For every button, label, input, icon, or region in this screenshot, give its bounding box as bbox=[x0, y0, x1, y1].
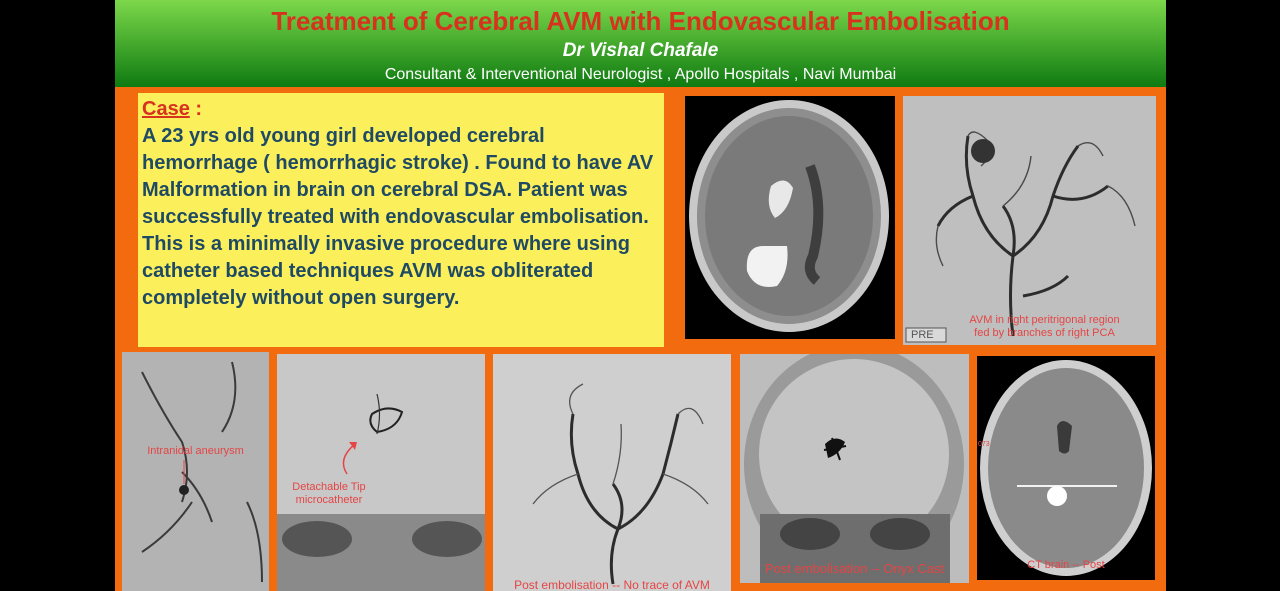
slide bbox=[115, 0, 1166, 591]
aneurysm-image bbox=[122, 352, 269, 591]
ct-pre-image bbox=[685, 96, 895, 339]
case-text: A 23 yrs old young girl developed cerebral hemorrhage ( hemorrhagic stroke) . Found to have AV Malformation in brain on cerebral DSA. Patient was successfully treated with endovascular embolisation. This is a minimally invasive procedure where using catheter based techniques AVM was obliterated completely without open surgery. bbox=[142, 125, 654, 309]
microcatheter-caption bbox=[277, 481, 381, 507]
ct-post-caption: CT brain -- Post bbox=[1027, 559, 1105, 571]
author-affiliation: Consultant & Interventional Neurologist , Apollo Hospitals , Navi Mumbai bbox=[384, 66, 897, 83]
case-heading: Case bbox=[142, 98, 190, 120]
aneurysm-graphic bbox=[122, 352, 269, 591]
microcatheter-graphic bbox=[277, 354, 485, 591]
microcatheter-caption-line2: microcatheter bbox=[295, 494, 363, 506]
case-box bbox=[138, 93, 664, 347]
ct-post-graphic bbox=[977, 356, 1155, 580]
microcatheter-caption-line1: Detachable Tip bbox=[292, 481, 366, 493]
dsa-pre-image bbox=[903, 96, 1156, 345]
dsa-pre-caption-line2: fed by branches of right PCA bbox=[974, 327, 1115, 339]
author-name: Dr Vishal Chafale bbox=[562, 40, 719, 61]
ct-pre-graphic bbox=[685, 96, 895, 339]
ct-post-image bbox=[977, 356, 1155, 580]
case-heading-colon: : bbox=[189, 98, 203, 120]
pre-badge: PRE bbox=[911, 329, 934, 341]
post-dsa-image bbox=[493, 354, 731, 591]
post-dsa-graphic bbox=[493, 354, 731, 591]
slide-header bbox=[115, 0, 1166, 87]
microcatheter-image bbox=[277, 354, 485, 591]
ct-post-side-mark: 073 bbox=[978, 441, 990, 448]
onyx-cast-image bbox=[740, 354, 969, 583]
post-dsa-caption: Post embolisation -- No trace of AVM bbox=[514, 578, 710, 591]
dsa-pre-graphic bbox=[903, 96, 1156, 345]
onyx-cast-caption: Post embolisation -- Onyx Cast bbox=[764, 561, 945, 576]
dsa-pre-caption bbox=[933, 314, 1156, 340]
dsa-pre-caption-line1: AVM in right peritrigonal region bbox=[969, 314, 1120, 326]
onyx-cast-graphic bbox=[740, 354, 969, 583]
slide-title: Treatment of Cerebral AVM with Endovascular Embolisation bbox=[271, 6, 1010, 36]
aneurysm-caption: Intranidal aneurysm bbox=[147, 445, 244, 457]
